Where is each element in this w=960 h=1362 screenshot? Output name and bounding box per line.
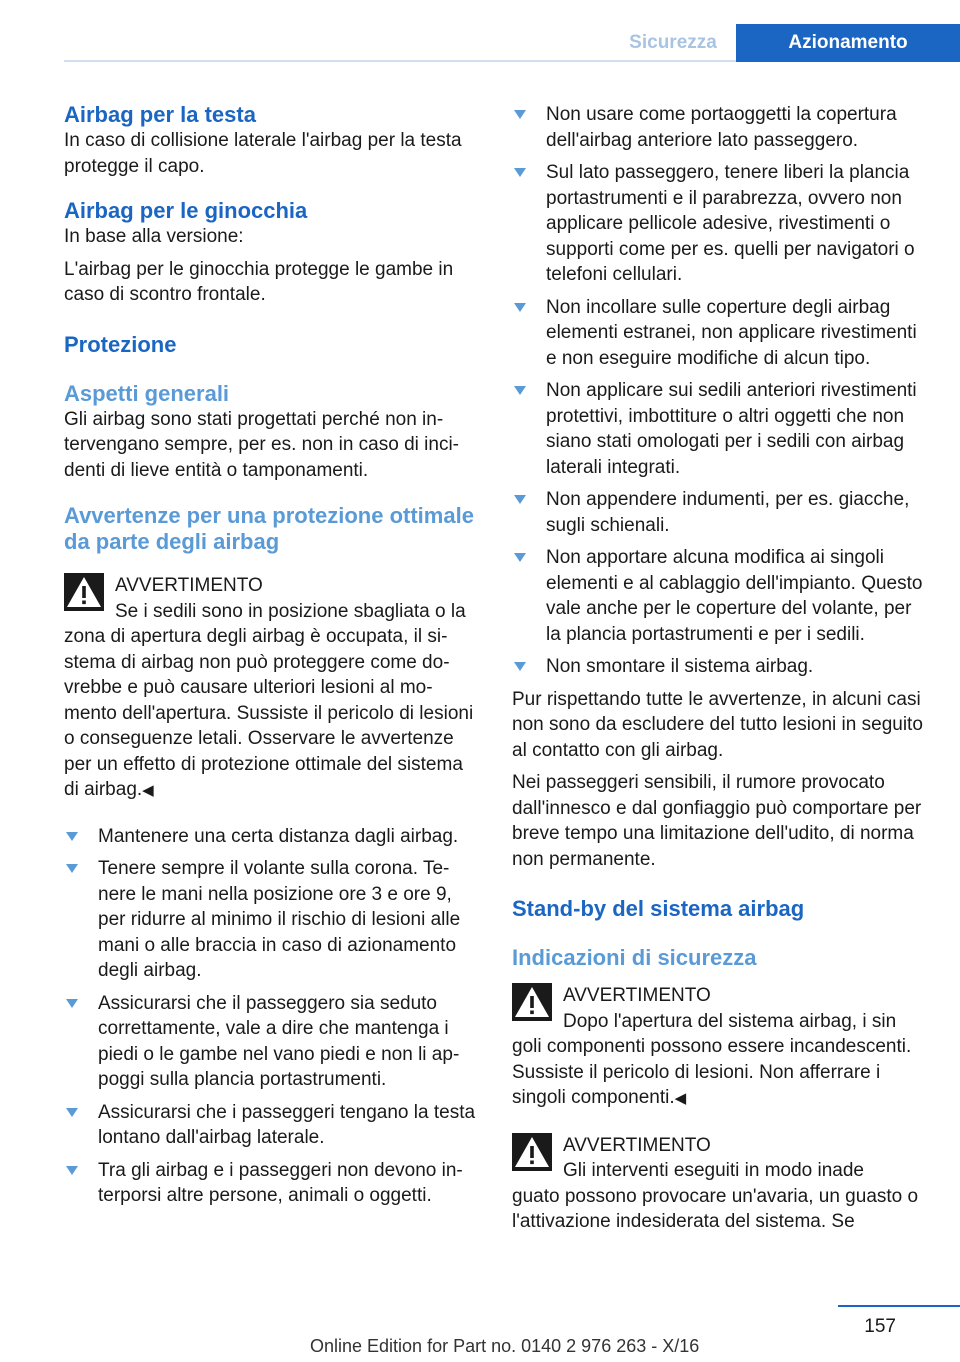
heading-aspetti-generali: Aspetti generali (64, 380, 230, 406)
end-mark-icon: ◀ (142, 782, 154, 799)
list-item-text: Non usare come portaoggetti la copertura dell'airbag anteriore lato passeggero. (546, 104, 897, 151)
list-item (512, 102, 928, 153)
warning-text-body: zona di apertura degli airbag è occupata, il sistema di airbag non può proteggere come dovrebbe e può causare ulteriori lesioni al momento dell'apertura. Sussiste il pericolo di lesioni o conseguenze letali. Osservare le avvertenze per un effetto di protezione ottimale del sistema di airbag. (64, 626, 474, 800)
list-item-text: Mantenere una certa distanza dagli airbag. (98, 825, 459, 847)
list-item (64, 824, 478, 850)
footer-rule (838, 1305, 960, 1307)
bullet-triangle-icon (514, 303, 526, 312)
warning-text-first-line: Gli interventi eseguiti in modo inade (563, 1160, 865, 1181)
page-number: 157 (864, 1316, 896, 1337)
heading-standby: Stand-by del sistema airbag (512, 896, 805, 921)
warning-title: AVVERTIMENTO (563, 985, 711, 1006)
list-item (64, 991, 478, 1093)
warning-title: AVVERTIMENTO (563, 1134, 711, 1156)
chapter-tab-azionamento[interactable]: Azionamento (736, 24, 960, 62)
bullet-triangle-icon (514, 110, 526, 119)
warning-icon (512, 1133, 552, 1171)
paragraph-passeggeri-sensibili: Nei passeggeri sensibili, il rumore provocato dall'innesco e dal gonfiaggio può comportare per breve tempo una limitazione dell'udito, di norma non permanente. (512, 772, 922, 870)
list-item (512, 295, 928, 372)
paragraph-airbag-testa: In caso di collisione laterale l'airbag per la testa protegge il capo. (64, 130, 462, 177)
bullet-triangle-icon (514, 662, 526, 671)
warning-box (512, 983, 928, 1112)
safety-bullet-list (64, 824, 478, 1209)
list-item-text: Sul lato passeggero, tenere liberi la plancia portastrumenti e il parabrezza, ovvero non applicare pellicole adesive, rivestimenti o supporti come per es. quelli per navigatori o telefoni cellulari. (546, 162, 915, 285)
warning-text (512, 1034, 928, 1112)
bullet-triangle-icon (66, 1166, 78, 1175)
list-item-text: Non appendere indumenti, per es. giacche, sugli schienali. (546, 489, 910, 536)
warning-text-body: guato possono provocare un'avaria, un guasto o l'attivazione indesiderata del sistema. Se (512, 1185, 919, 1232)
paragraph-aspetti-generali: Gli airbag sono stati progettati perché non intervengano sempre, per es. non in caso di incidenti di lieve entità o tamponamenti. (64, 408, 459, 481)
warning-icon (64, 573, 104, 611)
warning-text-first-line: Se i sedili sono in posizione sbagliata o la (115, 600, 466, 622)
warning-icon (512, 983, 552, 1021)
heading-avvertenze: Avvertenze per una protezione ottimale da parte degli airbag (64, 503, 474, 554)
list-item (512, 487, 928, 538)
list-item (512, 545, 928, 647)
list-item-text: Tenere sempre il volante sulla corona. Tenere le mani nella posizione ore 3 e ore 9, per ridurre al minimo il rischio di lesioni alle mani o alle braccia in caso di azionamento degli airbag. (98, 858, 461, 981)
bullet-triangle-icon (514, 168, 526, 177)
warning-text (64, 624, 478, 804)
bullet-triangle-icon (514, 495, 526, 504)
bullet-triangle-icon (66, 832, 78, 841)
section-tab-sicurezza[interactable]: Sicurezza (629, 32, 717, 53)
list-item-text: Tra gli airbag e i passeggeri non devono interporsi altre persone, animali o oggetti. (98, 1159, 463, 1206)
heading-airbag-ginocchia: Airbag per le ginocchia (64, 198, 308, 223)
list-item (64, 856, 478, 984)
warning-text-body: goli componenti possono essere incandescenti. Sussiste il pericolo di lesioni. Non afferrare i singoli componenti. (512, 1036, 912, 1108)
paragraph-airbag-ginocchia: L'airbag per le ginocchia protegge le gambe in caso di scontro frontale. (64, 258, 454, 305)
right-column (512, 102, 928, 1235)
bullet-triangle-icon (514, 553, 526, 562)
bullet-triangle-icon (66, 999, 78, 1008)
list-item (512, 160, 928, 288)
bullet-triangle-icon (514, 386, 526, 395)
list-item-text: Non incollare sulle coperture degli airbag elementi estranei, non applicare rivestimenti e non eseguire modifiche di alcun tipo. (546, 296, 917, 369)
paragraph-rispettando: Pur rispettando tutte le avvertenze, in alcuni casi non sono da escludere del tutto lesioni in seguito al contatto con gli airbag. (512, 688, 923, 761)
list-item-text: Assicurarsi che i passeggeri tengano la testa lontano dall'airbag laterale. (98, 1101, 476, 1148)
list-item-text: Non smontare il sistema airbag. (546, 656, 814, 677)
list-item (512, 654, 928, 680)
end-mark-icon: ◀ (674, 1090, 687, 1107)
heading-protezione: Protezione (64, 331, 177, 357)
warning-box (64, 573, 478, 804)
bullet-triangle-icon (66, 864, 78, 873)
heading-airbag-testa: Airbag per la testa (64, 102, 256, 127)
left-column (64, 102, 478, 1209)
warning-box (512, 1133, 928, 1235)
bullet-triangle-icon (66, 1108, 78, 1117)
list-item (512, 378, 928, 480)
list-item (64, 1158, 478, 1209)
warning-text-first-line: Dopo l'apertura del sistema airbag, i sin (563, 1010, 897, 1032)
list-item-text: Non apportare alcuna modifica ai singoli elementi e al cablaggio dell'impianto. Questo vale anche per le coperture del volante, per la plancia portastrumenti e per i sedili. (546, 547, 923, 645)
list-item (64, 1100, 478, 1151)
list-item-text: Assicurarsi che il passeggero sia seduto correttamente, vale a dire che mantenga i piedi o le gambe nel vano piedi e non li appoggi sulla plancia portastrumenti. (98, 992, 460, 1090)
heading-indicazioni: Indicazioni di sicurezza (512, 945, 757, 970)
paragraph-versione: In base alla versione: (64, 226, 244, 247)
safety-bullet-list-continued (512, 102, 928, 680)
footer-edition: Online Edition for Part no. 0140 2 976 263 - X/16 (310, 1336, 700, 1356)
list-item-text: Non applicare sui sedili anteriori rivestimenti protettivi, imbottiture o altri oggetti che non siano stati omologati per i sedili con airbag laterali integrati. (546, 380, 917, 478)
warning-title: AVVERTIMENTO (115, 575, 263, 596)
